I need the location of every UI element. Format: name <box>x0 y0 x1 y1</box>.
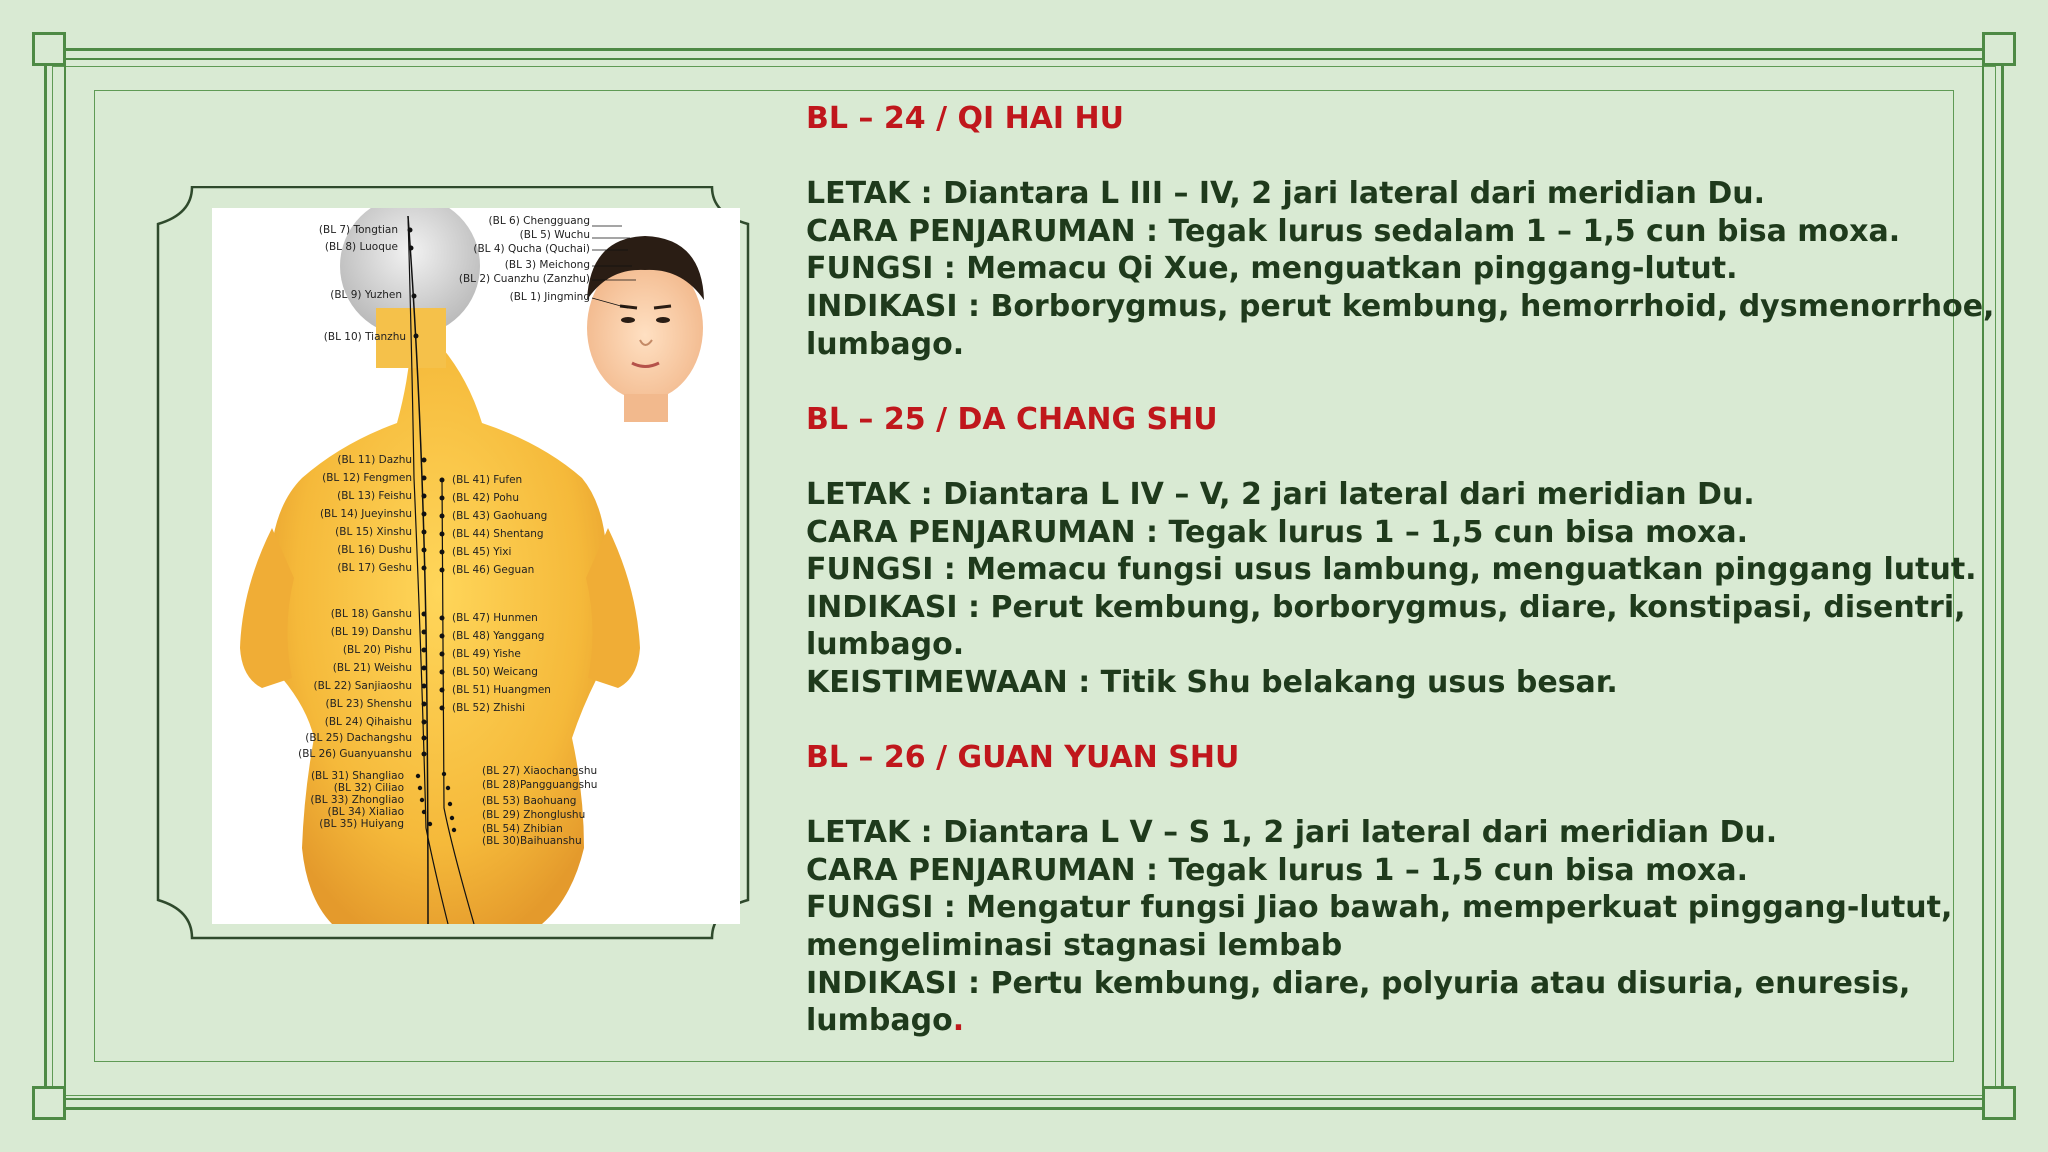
label-bl45: (BL 45) Yixi <box>452 546 512 558</box>
label-bl20: (BL 20) Pishu <box>342 644 412 656</box>
label-bl31: (BL 31) Shangliao <box>310 770 404 782</box>
label-bl44: (BL 44) Shentang <box>452 528 544 540</box>
label-bl27: (BL 27) Xiaochangshu <box>482 765 598 777</box>
label-bl29: (BL 29) Zhonglushu <box>482 809 586 821</box>
bl24-indikasi: INDIKASI : Borborygmus, perut kembung, hemorrhoid, dysmenorrhoe, <box>806 288 1995 324</box>
label-bl51: (BL 51) Huangmen <box>452 684 551 696</box>
bl26-indikasi-cont <box>806 1002 1956 1040</box>
text-content <box>806 100 1995 1040</box>
bl25-indikasi: INDIKASI : Perut kembung, borborygmus, diare, konstipasi, disentri, <box>806 589 1966 625</box>
section-heading-bl24: BL – 24 / QI HAI HU <box>806 101 1124 136</box>
label-bl10: (BL 10) Tianzhu <box>323 331 406 343</box>
label-bl6: (BL 6) Chengguang <box>488 215 590 227</box>
label-bl18: (BL 18) Ganshu <box>330 608 412 620</box>
bl25-indikasi-cont: lumbago. <box>806 627 965 663</box>
bl24-indikasi-cont: lumbago. <box>806 326 965 362</box>
label-bl12: (BL 12) Fengmen <box>322 472 412 484</box>
label-bl8: (BL 8) Luoque <box>324 241 398 253</box>
label-bl2: (BL 2) Cuanzhu (Zanzhu) <box>458 273 590 285</box>
label-bl35: (BL 35) Huiyang <box>319 818 404 830</box>
label-bl26: (BL 26) Guanyuanshu <box>298 748 412 760</box>
label-bl3: (BL 3) Meichong <box>504 259 590 271</box>
label-bl1: (BL 1) Jingming <box>509 291 590 303</box>
label-bl42: (BL 42) Pohu <box>452 492 519 504</box>
label-bl49: (BL 49) Yishe <box>452 648 521 660</box>
label-bl23: (BL 23) Shenshu <box>325 698 412 710</box>
corner-bottom-right <box>1982 1086 2016 1120</box>
label-bl30: (BL 30)Baihuanshu <box>482 835 582 847</box>
bl24-fungsi: FUNGSI : Memacu Qi Xue, menguatkan pinggang-lutut. <box>806 251 1738 287</box>
label-bl14: (BL 14) Jueyinshu <box>319 508 412 520</box>
section-heading-bl25: BL – 25 / DA CHANG SHU <box>806 401 1218 437</box>
label-bl46: (BL 46) Geguan <box>452 564 535 576</box>
label-bl25: (BL 25) Dachangshu <box>305 732 412 744</box>
label-bl33: (BL 33) Zhongliao <box>310 794 404 806</box>
bl26-fungsi: FUNGSI : Mengatur fungsi Jiao bawah, memperkuat pinggang-lutut, <box>806 890 1953 926</box>
bl26-cara: CARA PENJARUMAN : Tegak lurus 1 – 1,5 cun bisa moxa. <box>806 852 1748 888</box>
label-bl41: (BL 41) Fufen <box>452 474 523 486</box>
corner-top-right <box>1982 32 2016 66</box>
bl25-fungsi: FUNGSI : Memacu fungsi usus lambung, menguatkan pinggang lutut. <box>806 552 1977 588</box>
section-heading-bl26: BL – 26 / GUAN YUAN SHU <box>806 740 1240 776</box>
label-bl53: (BL 53) Baohuang <box>482 795 577 807</box>
acupuncture-illustration <box>212 208 740 924</box>
bl25-keistimewaan: KEISTIMEWAAN : Titik Shu belakang usus besar. <box>806 664 1618 700</box>
label-bl4: (BL 4) Qucha (Quchai) <box>473 243 590 255</box>
label-bl52: (BL 52) Zhishi <box>452 702 526 714</box>
bl25-cara: CARA PENJARUMAN : Tegak lurus 1 – 1,5 cun bisa moxa. <box>806 514 1748 550</box>
label-bl19: (BL 19) Danshu <box>330 626 412 638</box>
label-bl47: (BL 47) Hunmen <box>452 612 538 624</box>
label-bl5: (BL 5) Wuchu <box>519 229 590 241</box>
label-bl13: (BL 13) Feishu <box>337 490 412 502</box>
bl24-letak: LETAK : Diantara L III – IV, 2 jari lateral dari meridian Du. <box>806 176 1765 212</box>
bl26-fungsi-cont: mengeliminasi stagnasi lembab <box>806 928 1343 964</box>
trailing-period: . <box>952 1003 965 1039</box>
label-bl7: (BL 7) Tongtian <box>318 224 398 236</box>
label-bl32: (BL 32) Ciliao <box>333 782 404 794</box>
label-bl54: (BL 54) Zhibian <box>482 823 563 835</box>
label-bl9: (BL 9) Yuzhen <box>330 289 402 301</box>
label-bl11: (BL 11) Dazhu <box>337 454 412 466</box>
label-bl48: (BL 48) Yanggang <box>452 630 545 642</box>
bl25-letak: LETAK : Diantara L IV – V, 2 jari lateral dari meridian Du. <box>806 476 1755 512</box>
label-bl17: (BL 17) Geshu <box>337 562 412 574</box>
bl26-letak: LETAK : Diantara L V – S 1, 2 jari lateral dari meridian Du. <box>806 815 1778 851</box>
label-bl21: (BL 21) Weishu <box>332 662 412 674</box>
bl26-indikasi-last: lumbago <box>806 1003 953 1039</box>
corner-top-left <box>32 32 66 66</box>
label-bl28: (BL 28)Pangguangshu <box>482 779 598 791</box>
corner-bottom-left <box>32 1086 66 1120</box>
label-bl16: (BL 16) Dushu <box>337 544 412 556</box>
label-bl50: (BL 50) Weicang <box>452 666 538 678</box>
label-bl34: (BL 34) Xialiao <box>327 806 404 818</box>
bl24-cara: CARA PENJARUMAN : Tegak lurus sedalam 1 – 1,5 cun bisa moxa. <box>806 213 1901 249</box>
label-bl15: (BL 15) Xinshu <box>335 526 412 538</box>
label-bl24: (BL 24) Qihaishu <box>324 716 412 728</box>
bl26-indikasi: INDIKASI : Pertu kembung, diare, polyuria atau disuria, enuresis, <box>806 965 1911 1001</box>
label-bl43: (BL 43) Gaohuang <box>452 510 548 522</box>
label-bl22: (BL 22) Sanjiaoshu <box>313 680 412 692</box>
